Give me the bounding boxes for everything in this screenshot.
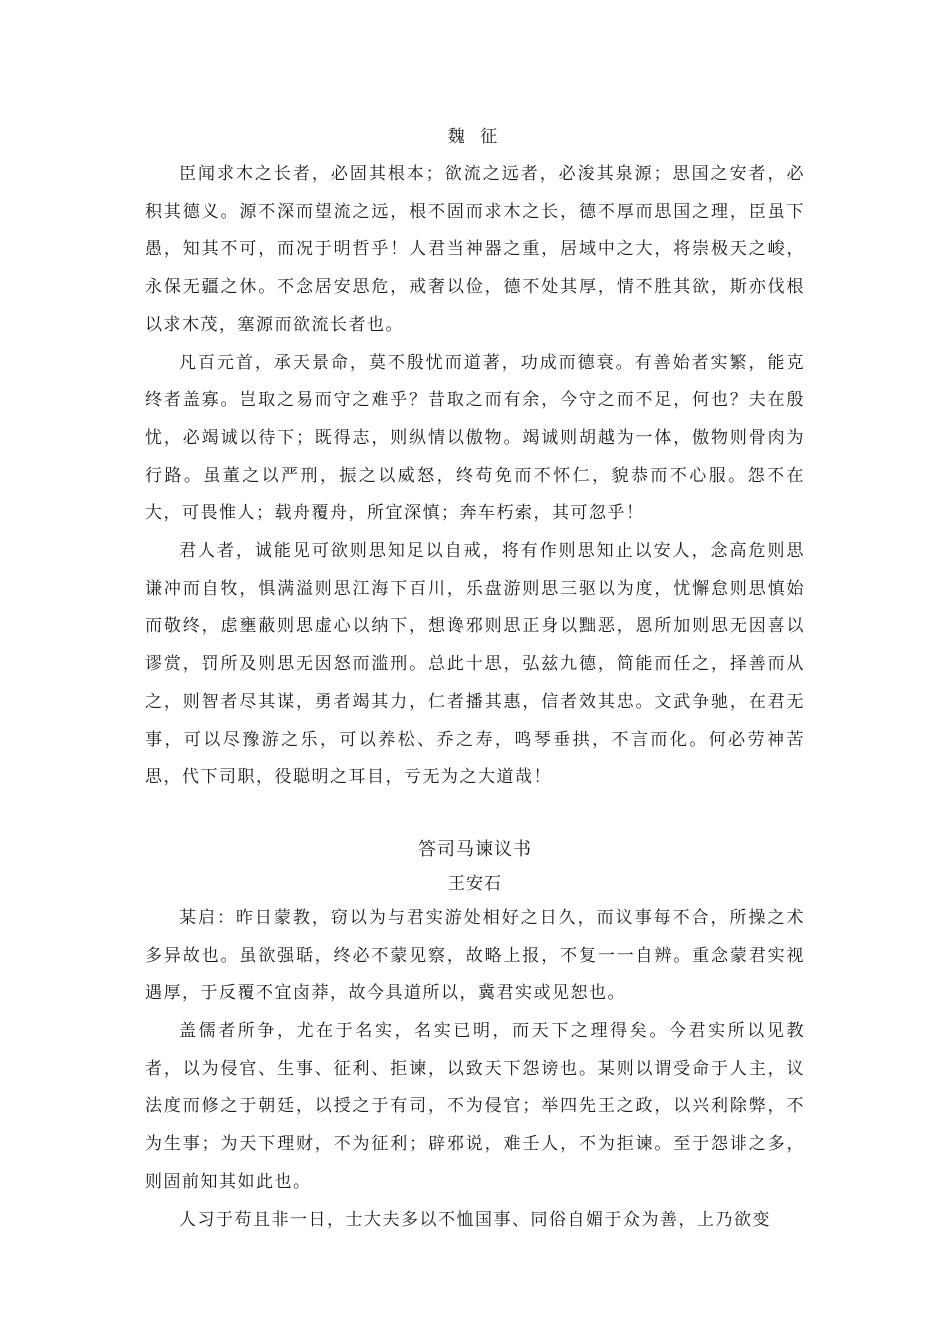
document-page [145, 118, 805, 1239]
essay-2 [145, 832, 805, 1239]
essay-1-paragraph-3: 君人者，诚能见可欲则思知足以自戒，将有作则思知止以安人，念高危则思谦冲而自牧，惧满溢则思江海下百川，乐盘游则思三驱以为度，忧懈怠则思慎始而敬终，虑壅蔽则思虚心以纳下，想谗邪则思正身以黜恶，恩所加则思无因喜以谬赏，罚所及则思无因怒而滥刑。总此十思，弘兹九德，简能而任之，择善而从之，则智者尽其谋，勇者竭其力，仁者播其惠，信者效其忠。文武争驰，在君无事，可以尽豫游之乐，可以养松、乔之寿，鸣琴垂拱，不言而化。何必劳神苦思，代下司职，役聪明之耳目，亏无为之大道哉！ [145, 541, 805, 788]
essay-2-paragraph-1: 某启：昨日蒙教，窃以为与君实游处相好之日久，而议事每不合，所操之术多异故也。虽欲强聒，终必不蒙见察，故略上报，不复一一自辨。重念蒙君实视遇厚，于反覆不宜卤莽，故今具道所以，冀君实或见恕也。 [145, 907, 805, 1004]
essay-1-paragraph-1: 臣闻求木之长者，必固其根本；欲流之远者，必浚其泉源；思国之安者，必积其德义。源不深而望流之远，根不固而求木之长，德不厚而思国之理，臣虽下愚，知其不可，而况于明哲乎！人君当神器之重，居域中之大，将崇极天之峻，永保无疆之休。不念居安思危，戒奢以俭，德不处其厚，情不胜其欲，斯亦伐根以求木茂，塞源而欲流长者也。 [145, 164, 805, 335]
section-gap [145, 797, 805, 832]
essay-1-paragraph-2: 凡百元首，承天景命，莫不殷忧而道著，功成而德衰。有善始者实繁，能克终者盖寡。岂取之易而守之难乎？昔取之而有余，今守之而不足，何也？夫在殷忧，必竭诚以待下；既得志，则纵情以傲物。竭诚则胡越为一体，傲物则骨肉为行路。虽董之以严刑，振之以威怒，终苟免而不怀仁，貌恭而不心服。怨不在大，可畏惟人；载舟覆舟，所宜深慎；奔车朽索，其可忽乎！ [145, 352, 805, 524]
essay-2-paragraph-3: 人习于苟且非一日，士大夫多以不恤国事、同俗自媚于众为善，上乃欲变 [179, 1209, 771, 1230]
essay-2-paragraph-2: 盖儒者所争，尤在于名实，名实已明，而天下之理得矣。今君实所以见教者，以为侵官、生事、征利、拒谏，以致天下怨谤也。某则以谓受命于人主，议法度而修之于朝廷，以授之于有司，不为侵官；举四先王之政，以兴利除弊，不为生事；为天下理财，不为征利；辟邪说，难壬人，不为拒谏。至于怨诽之多，则固前知其如此也。 [145, 1021, 805, 1192]
essay-1-author: 魏 征 [447, 127, 503, 147]
essay-2-title: 答司马谏议书 [418, 838, 532, 860]
essay-2-author: 王安石 [448, 873, 502, 894]
essay-1 [145, 118, 805, 797]
